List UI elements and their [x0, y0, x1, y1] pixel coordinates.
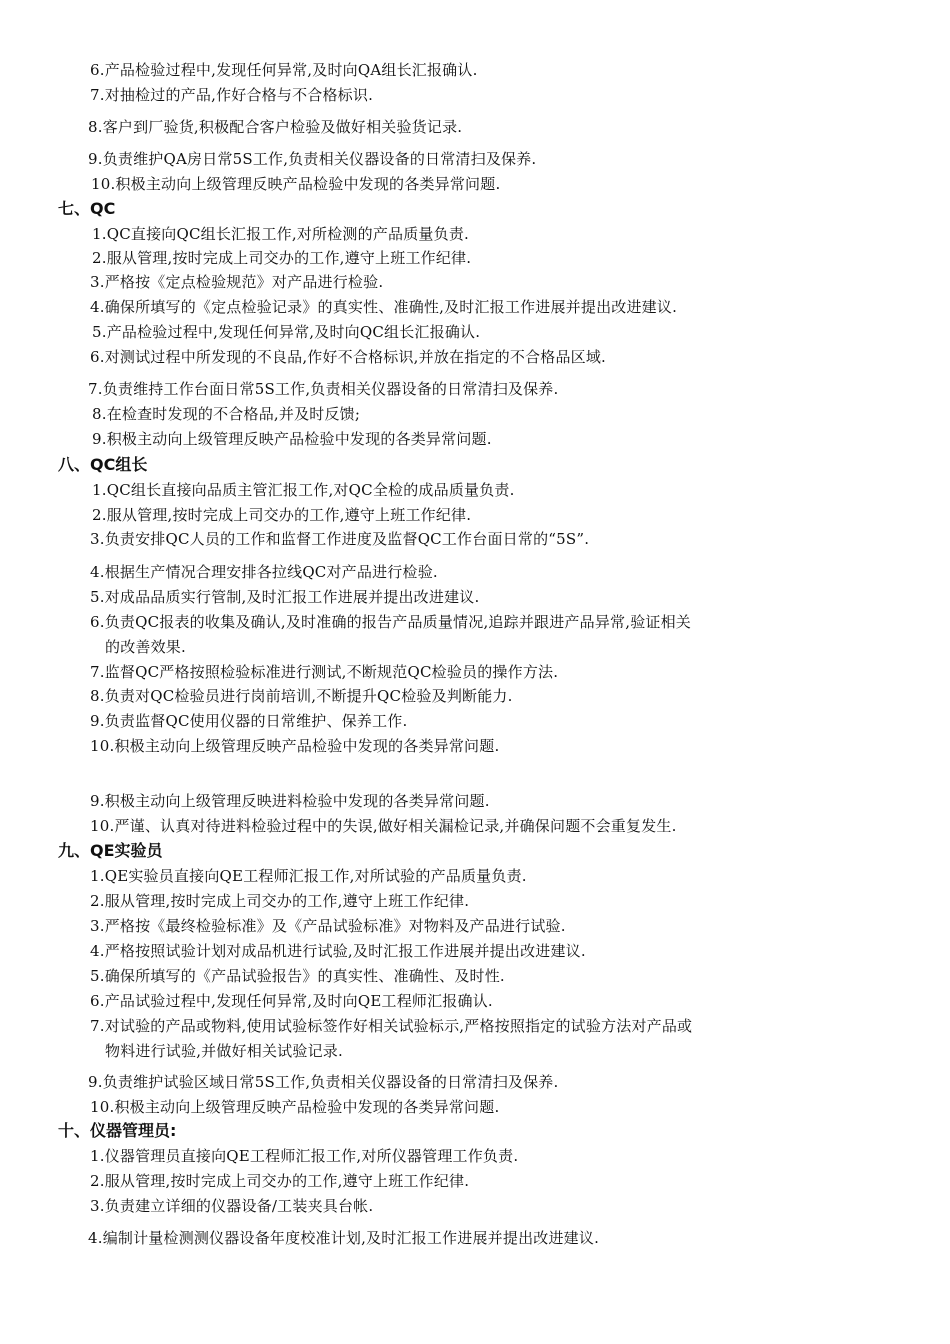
list-item: 7.对试验的产品或物料,使用试验标签作好相关试验标示,严格按照指定的试验方法对产品或 [90, 1017, 693, 1035]
list-item: 2.服从管理,按时完成上司交办的工作,遵守上班工作纪律. [92, 506, 472, 524]
list-item: 3.负责安排QC人员的工作和监督工作进度及监督QC工作台面日常的“5S”. [90, 530, 590, 548]
list-item: 8.客户到厂验货,积极配合客户检验及做好相关验货记录. [88, 118, 463, 136]
list-item: 5.确保所填写的《产品试验报告》的真实性、准确性、及时性. [90, 967, 505, 985]
section-heading-instrument: 十、仪器管理员: [58, 1121, 177, 1140]
list-item: 3.负责建立详细的仪器设备/工装夹具台帐. [90, 1197, 374, 1215]
list-item: 6.产品检验过程中,发现任何异常,及时向QA组长汇报确认. [90, 61, 478, 79]
list-item: 8.在检查时发现的不合格品,并及时反馈; [92, 405, 361, 423]
list-item: 3.严格按《定点检验规范》对产品进行检验. [90, 273, 384, 291]
list-item: 6.对测试过程中所发现的不良品,作好不合格标识,并放在指定的不合格品区域. [90, 348, 607, 366]
list-item: 7.监督QC严格按照检验标准进行测试,不断规范QC检验员的操作方法. [90, 663, 559, 681]
list-item: 2.服从管理,按时完成上司交办的工作,遵守上班工作纪律. [90, 892, 470, 910]
list-item: 2.服从管理,按时完成上司交办的工作,遵守上班工作纪律. [90, 1172, 470, 1190]
list-item: 4.根据生产情况合理安排各拉线QC对产品进行检验. [90, 563, 438, 581]
list-item: 9.积极主动向上级管理反映产品检验中发现的各类异常问题. [92, 430, 492, 448]
list-item: 5.产品检验过程中,发现任何异常,及时向QC组长汇报确认. [92, 323, 481, 341]
list-item: 2.服从管理,按时完成上司交办的工作,遵守上班工作纪律. [92, 249, 472, 267]
list-item: 4.确保所填写的《定点检验记录》的真实性、准确性,及时汇报工作进展并提出改进建议. [90, 298, 678, 316]
list-item: 10.严谨、认真对待进料检验过程中的失误,做好相关漏检记录,并确保问题不会重复发生. [90, 817, 677, 835]
list-item: 7.负责维持工作台面日常5S工作,负责相关仪器设备的日常清扫及保养. [88, 380, 559, 398]
list-item: 9.负责维护试验区域日常5S工作,负责相关仪器设备的日常清扫及保养. [88, 1073, 559, 1091]
list-item-continuation: 的改善效果. [105, 638, 186, 656]
section-heading-qc: 七、QC [58, 199, 116, 218]
list-item: 1.QE实验员直接向QE工程师汇报工作,对所试验的产品质量负责. [90, 867, 527, 885]
list-item: 1.QC直接向QC组长汇报工作,对所检测的产品质量负责. [92, 225, 469, 243]
list-item-continuation: 物料进行试验,并做好相关试验记录. [105, 1042, 343, 1060]
list-item: 10.积极主动向上级管理反映产品检验中发现的各类异常问题. [90, 1098, 500, 1116]
list-item: 1.仪器管理员直接向QE工程师汇报工作,对所仪器管理工作负责. [90, 1147, 519, 1165]
list-item: 9.负责监督QC使用仪器的日常维护、保养工作. [90, 712, 408, 730]
list-item: 10.积极主动向上级管理反映产品检验中发现的各类异常问题. [91, 175, 501, 193]
list-item: 9.负责维护QA房日常5S工作,负责相关仪器设备的日常清扫及保养. [88, 150, 537, 168]
list-item: 4.编制计量检测测仪器设备年度校准计划,及时汇报工作进展并提出改进建议. [88, 1229, 600, 1247]
list-item: 4.严格按照试验计划对成品机进行试验,及时汇报工作进展并提出改进建议. [90, 942, 586, 960]
list-item: 7.对抽检过的产品,作好合格与不合格标识. [90, 86, 374, 104]
list-item: 8.负责对QC检验员进行岗前培训,不断提升QC检验及判断能力. [90, 687, 513, 705]
list-item: 5.对成品品质实行管制,及时汇报工作进展并提出改进建议. [90, 588, 480, 606]
list-item: 6.产品试验过程中,发现任何异常,及时向QE工程师汇报确认. [90, 992, 493, 1010]
section-heading-qc-leader: 八、QC组长 [58, 455, 148, 474]
list-item: 9.积极主动向上级管理反映进料检验中发现的各类异常问题. [90, 792, 490, 810]
list-item: 1.QC组长直接向品质主管汇报工作,对QC全检的成品质量负责. [92, 481, 515, 499]
list-item: 3.严格按《最终检验标准》及《产品试验标准》对物料及产品进行试验. [90, 917, 566, 935]
section-heading-qe: 九、QE实验员 [58, 841, 163, 860]
list-item: 6.负责QC报表的收集及确认,及时准确的报告产品质量情况,追踪并跟进产品异常,验证相关 [90, 613, 691, 631]
list-item: 10.积极主动向上级管理反映产品检验中发现的各类异常问题. [90, 737, 500, 755]
